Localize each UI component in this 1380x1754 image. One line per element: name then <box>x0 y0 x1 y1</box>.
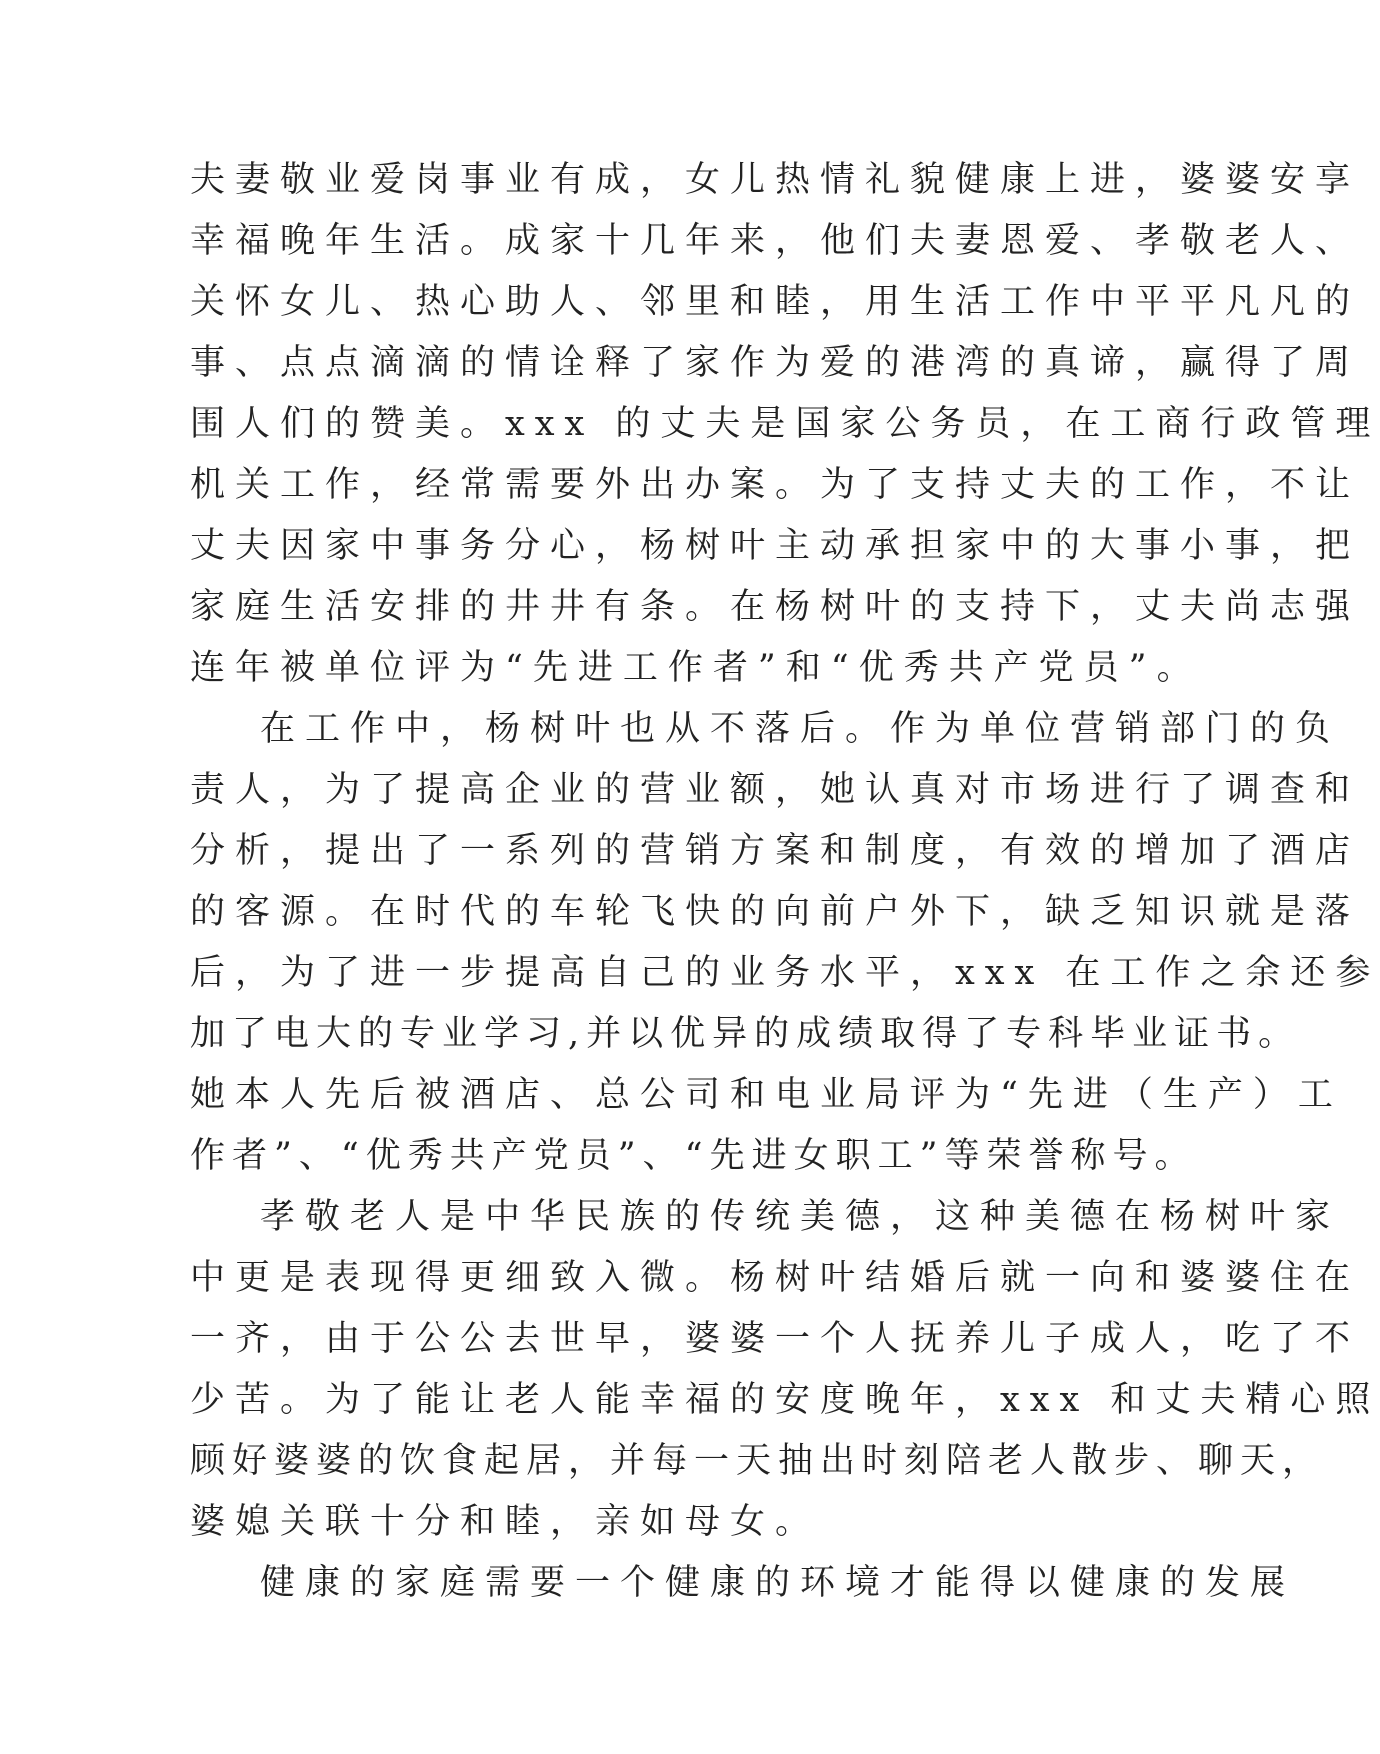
paragraph-start-line: 孝敬老人是中华民族的传统美德，这种美德在杨树叶家 <box>260 1197 1341 1237</box>
text-line: 分析，提出了一系列的营销方案和制度，有效的增加了酒店 <box>190 831 1361 871</box>
text-line: 围人们的赞美。xxx 的丈夫是国家公务员，在工商行政管理 <box>190 404 1380 444</box>
text-line: 少苦。为了能让老人能幸福的安度晚年，xxx 和丈夫精心照 <box>190 1380 1380 1420</box>
text-line: 加了电大的专业学习,并以优异的成绩取得了专科毕业证书。 <box>190 1014 1301 1054</box>
text-line: 事、点点滴滴的情诠释了家作为爱的港湾的真谛，赢得了周 <box>190 343 1361 383</box>
text-line: 关怀女儿、热心助人、邻里和睦，用生活工作中平平凡凡的 <box>190 282 1361 322</box>
text-line: 她本人先后被酒店、总公司和电业局评为“先进（生产）工 <box>190 1075 1343 1115</box>
paragraph-start-line: 在工作中，杨树叶也从不落后。作为单位营销部门的负 <box>260 709 1341 749</box>
text-line: 一齐，由于公公去世早，婆婆一个人抚养儿子成人，吃了不 <box>190 1319 1361 1359</box>
text-line: 家庭生活安排的井井有条。在杨树叶的支持下，丈夫尚志强 <box>190 587 1361 627</box>
text-line: 夫妻敬业爱岗事业有成，女儿热情礼貌健康上进，婆婆安享 <box>190 160 1361 200</box>
text-line: 顾好婆婆的饮食起居，并每一天抽出时刻陪老人散步、聊天， <box>190 1441 1325 1481</box>
text-line: 作者”、“优秀共产党员”、“先进女职工”等荣誉称号。 <box>190 1136 1197 1176</box>
text-line: 中更是表现得更细致入微。杨树叶结婚后就一向和婆婆住在 <box>190 1258 1361 1298</box>
text-line: 连年被单位评为“先进工作者”和“优秀共产党员”。 <box>190 648 1202 688</box>
text-line: 责人，为了提高企业的营业额，她认真对市场进行了调查和 <box>190 770 1361 810</box>
text-line: 后，为了进一步提高自己的业务水平，xxx 在工作之余还参 <box>190 953 1380 993</box>
paragraph-start-line: 健康的家庭需要一个健康的环境才能得以健康的发展 <box>260 1563 1296 1603</box>
text-line: 幸福晚年生活。成家十几年来，他们夫妻恩爱、孝敬老人、 <box>190 221 1361 261</box>
text-line: 婆媳关联十分和睦，亲如母女。 <box>190 1502 821 1542</box>
text-line: 的客源。在时代的车轮飞快的向前户外下，缺乏知识就是落 <box>190 892 1361 932</box>
text-line: 丈夫因家中事务分心，杨树叶主动承担家中的大事小事，把 <box>190 526 1361 566</box>
body-text <box>190 150 1380 1614</box>
text-line: 机关工作，经常需要外出办案。为了支持丈夫的工作，不让 <box>190 465 1361 505</box>
